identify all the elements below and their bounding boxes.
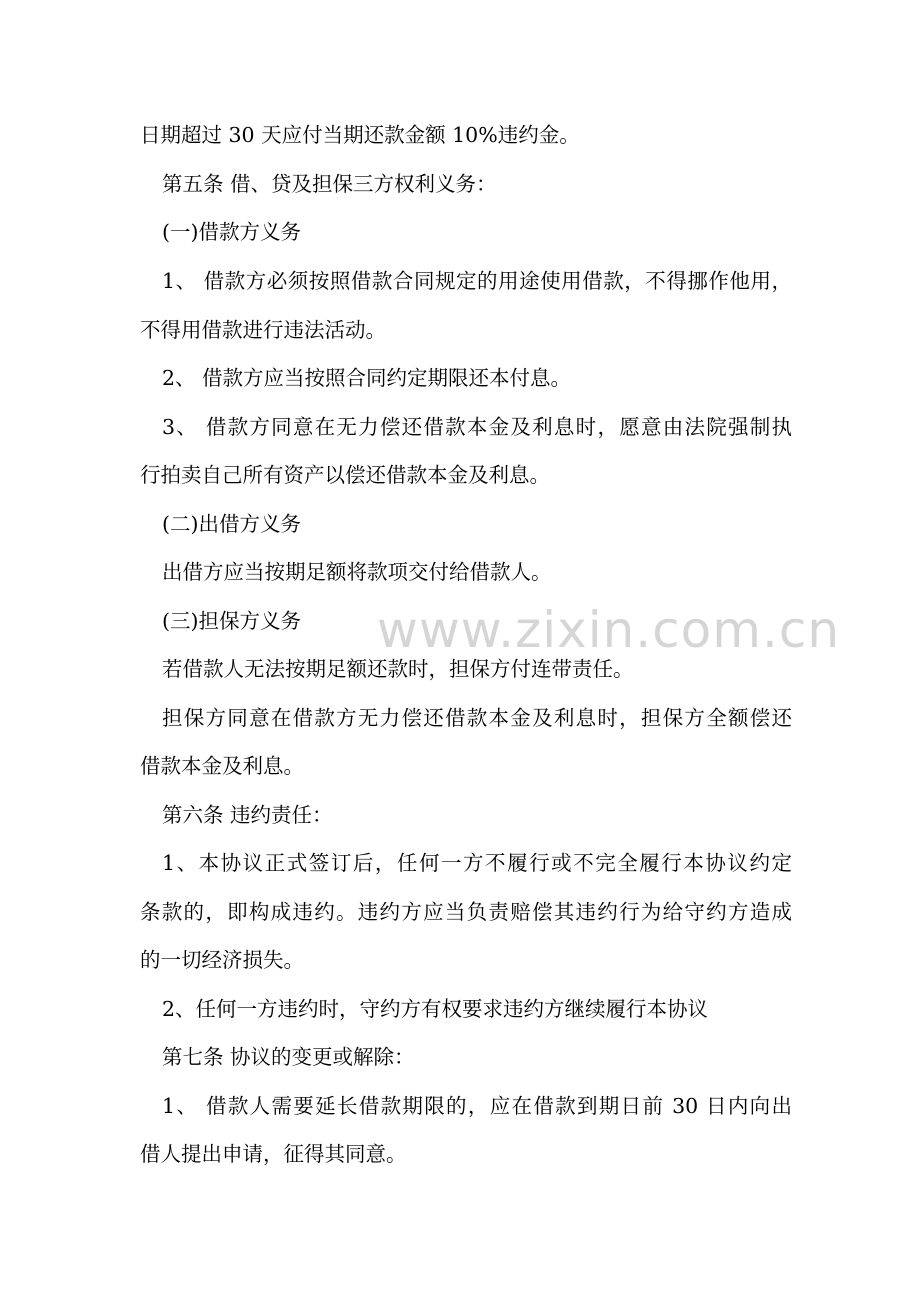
text-line: 日期超过 30 天应付当期还款金额 10%违约金。 (140, 123, 580, 147)
section-heading: 第六条 违约责任： (162, 803, 333, 827)
text-line: 3、 借款方同意在无力偿还借款本金及利息时，愿意由法院强制执 (162, 415, 792, 439)
subsection-heading: (二)出借方义务 (162, 512, 301, 536)
section-heading: 第五条 借、贷及担保三方权利义务： (162, 172, 497, 196)
text-line: 1、本协议正式签订后，任何一方不履行或不完全履行本协议约定 (162, 851, 792, 875)
text-line: 出借方应当按期足额将款项交付给借款人。 (162, 560, 552, 584)
text-line: 行拍卖自己所有资产以偿还借款本金及利息。 (140, 463, 550, 487)
text-line: 不得用借款进行违法活动。 (140, 318, 386, 342)
text-line: 的一切经济损失。 (140, 948, 304, 972)
text-line: 若借款人无法按期足额还款时，担保方付连带责任。 (162, 657, 634, 681)
subsection-heading: (一)借款方义务 (162, 220, 301, 244)
text-line: 1、 借款人需要延长借款期限的，应在借款到期日前 30 日内向出 (162, 1094, 792, 1118)
subsection-heading: (三)担保方义务 (162, 609, 301, 633)
text-line: 条款的，即构成违约。违约方应当负责赔偿其违约行为给守约方造成 (140, 900, 792, 924)
text-line: 2、任何一方违约时，守约方有权要求违约方继续履行本协议 (162, 997, 709, 1021)
text-line: 2、 借款方应当按照合同约定期限还本付息。 (162, 366, 572, 390)
text-line: 担保方同意在借款方无力偿还借款本金及利息时，担保方全额偿还 (162, 706, 792, 730)
watermark: www.zixin.com.cn (377, 601, 841, 659)
text-line: 1、 借款方必须按照借款合同规定的用途使用借款，不得挪作他用， (162, 269, 792, 293)
section-heading: 第七条 协议的变更或解除： (162, 1045, 415, 1069)
text-line: 借款本金及利息。 (140, 754, 304, 778)
text-line: 借人提出申请，征得其同意。 (140, 1142, 407, 1166)
